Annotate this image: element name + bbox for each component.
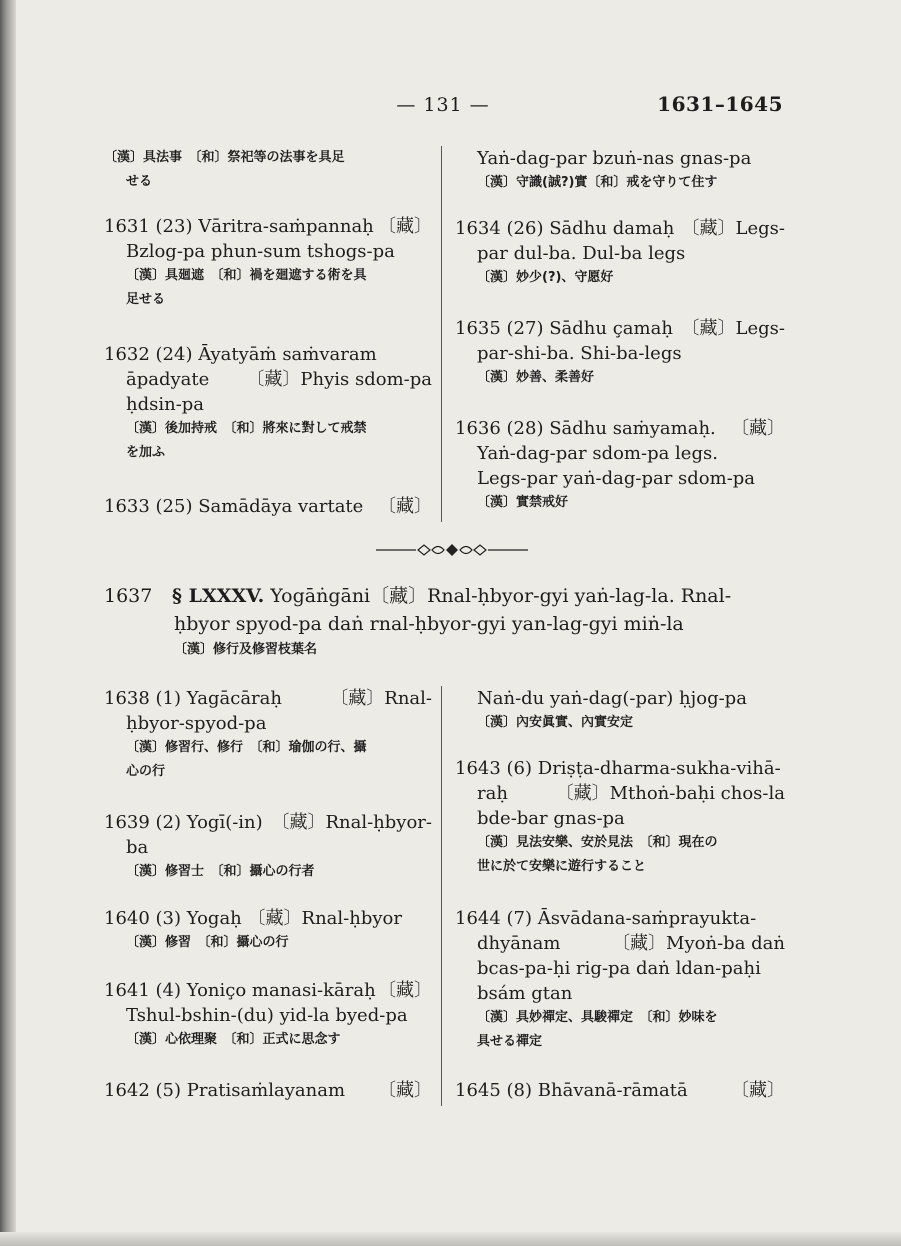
entry-line: Bzlog-pa phun-sum tshogs-pa — [126, 241, 395, 262]
bottom-left-column — [104, 686, 432, 1106]
entry-sanskrit: Yogaḥ — [186, 908, 242, 929]
gloss-line: 〔漢〕妙少(?)、守愿好 — [477, 270, 614, 285]
gloss-line: 〔漢〕修習 〔和〕攝心の行 — [126, 935, 289, 950]
tibetan-tag: 〔藏〕 — [731, 1080, 785, 1101]
entry-continuation — [104, 146, 432, 194]
entry-number: 1641 (4) — [104, 980, 182, 1001]
entry-line: Naṅ-du yaṅ-dag(-par) ḥjog-pa — [477, 688, 747, 709]
entry-number: 1634 (26) — [455, 218, 544, 239]
entry-1639 — [104, 810, 432, 884]
entry-sanskrit: Samādāya vartate — [198, 496, 364, 517]
top-left-column — [104, 146, 432, 526]
entry-continuation — [455, 686, 785, 735]
gloss-line: 〔漢〕修習士 〔和〕攝心の行者 — [126, 864, 315, 879]
tibetan-tag: 〔藏〕Legs- — [681, 218, 785, 239]
entry-1636 — [455, 416, 785, 515]
gloss-line: を加ふ — [126, 445, 166, 460]
gloss-line: 〔漢〕修行及修習枝葉名 — [174, 642, 318, 657]
gloss-line: 世に於て安樂に遊行すること — [477, 859, 647, 874]
entry-number: 1638 (1) — [104, 688, 182, 709]
entry-number: 1642 (5) — [104, 1080, 182, 1101]
entry-number: 1631 (23) — [104, 216, 193, 237]
column-divider — [441, 146, 442, 522]
entry-1641 — [104, 978, 432, 1052]
tibetan-tag: 〔藏〕Legs- — [681, 318, 785, 339]
entry-line: āpadyate — [126, 369, 210, 390]
tibetan-tag: 〔藏〕Rnal-ḥbyor — [247, 908, 402, 929]
tibetan-tag: 〔藏〕Rnal-ḥbyor- — [271, 812, 432, 833]
entry-number: 1640 (3) — [104, 908, 182, 929]
entry-sanskrit: Yogī(-in) — [186, 812, 263, 833]
bottom-right-column — [455, 686, 785, 1106]
entry-line: ḥdsin-pa — [126, 394, 205, 415]
entry-line: dhyānam — [477, 933, 561, 954]
entry-line: bcas-pa-ḥi rig-pa daṅ ldan-paḥi — [477, 958, 761, 979]
entry-1642 — [104, 1078, 432, 1103]
entry-number: 1635 (27) — [455, 318, 544, 339]
section-line: Yogāṅgāni〔藏〕Rnal-ḥbyor-gyi yaṅ-lag-la. Rnal- — [270, 585, 732, 607]
entry-sanskrit: Sādhu çamaḥ — [549, 318, 673, 339]
entry-line: ḥbyor-spyod-pa — [126, 713, 267, 734]
section-heading — [104, 582, 788, 662]
entry-number: 1636 (28) — [455, 418, 544, 439]
entry-line: Yaṅ-dag-par bzuṅ-nas gnas-pa — [477, 148, 752, 169]
gloss-line: 〔漢〕心依理聚 〔和〕正式に思念す — [126, 1032, 341, 1047]
entry-1640 — [104, 906, 432, 955]
section-title: § LXXXV. — [172, 585, 265, 607]
gloss-line: 〔漢〕具妙禪定、具駿禪定 〔和〕妙味を — [477, 1010, 718, 1025]
gloss-line: 〔漢〕見法安樂、安於見法 〔和〕現在の — [477, 835, 718, 850]
entry-line: par dul-ba. Dul-ba legs — [477, 243, 686, 264]
entry-line: ba — [126, 837, 149, 858]
entry-sanskrit: Yoniço manasi-kāraḥ — [186, 980, 376, 1001]
gloss-line: 〔漢〕內安眞實、內實安定 — [477, 715, 634, 730]
tibetan-tag: 〔藏〕Phyis sdom-pa — [246, 369, 432, 390]
entry-sanskrit: Bhāvanā-rāmatā — [537, 1080, 688, 1101]
gloss-line: 〔漢〕具廻遮 〔和〕禍を廻遮する術を具 — [126, 268, 367, 283]
entry-number: 1644 (7) — [455, 908, 533, 929]
gloss-line: せる — [126, 174, 153, 189]
tibetan-tag: 〔藏〕 — [378, 1080, 432, 1101]
entry-sanskrit: Driṣṭa-dharma-sukha-vihā- — [537, 758, 781, 779]
entry-sanskrit: Yagācāraḥ — [186, 688, 282, 709]
entry-1643 — [455, 756, 785, 879]
entry-number: 1632 (24) — [104, 344, 193, 365]
section-number: 1637 — [104, 585, 153, 607]
entry-sanskrit: Sādhu saṁyamaḥ. — [549, 418, 716, 439]
gloss-line: 〔漢〕守識(誠?)實〔和〕戒を守りて住す — [477, 175, 718, 190]
entry-line: bde-bar gnas-pa — [477, 808, 625, 829]
top-right-column — [455, 146, 785, 526]
entry-line: raḥ — [477, 783, 508, 804]
tibetan-tag: 〔藏〕 — [378, 980, 432, 1001]
entry-1634 — [455, 216, 785, 290]
entry-1635 — [455, 316, 785, 390]
gloss-line: 〔漢〕實禁戒好 — [477, 495, 569, 510]
gloss-line: 足せる — [126, 292, 166, 307]
tibetan-tag: 〔藏〕 — [378, 216, 432, 237]
entry-number: 1643 (6) — [455, 758, 533, 779]
entry-continuation — [455, 146, 785, 195]
tibetan-tag: 〔藏〕 — [378, 496, 432, 517]
tibetan-tag: 〔藏〕Rnal- — [330, 688, 432, 709]
gloss-line: 具せる禪定 — [477, 1034, 543, 1049]
gloss-line: 〔漢〕後加持戒 〔和〕將來に對して戒禁 — [126, 421, 367, 436]
page-number: — 131 — — [396, 94, 490, 116]
gloss-line: 〔漢〕具法事 〔和〕祭祀等の法事を具足 — [104, 150, 345, 165]
entry-sanskrit: Āsvādana-saṁprayukta- — [537, 908, 757, 929]
entry-sanskrit: Āyatyāṁ saṁvaram — [198, 344, 377, 365]
tibetan-tag: 〔藏〕 — [731, 418, 785, 439]
entry-line: Yaṅ-dag-par sdom-pa legs. — [477, 443, 718, 464]
entry-line: Tshul-bshin-(du) yid-la byed-pa — [126, 1005, 408, 1026]
ornament-divider — [376, 541, 528, 559]
entry-sanskrit: Pratisaṁlayanam — [186, 1080, 346, 1101]
entry-number: 1645 (8) — [455, 1080, 533, 1101]
entry-sanskrit: Sādhu damaḥ — [549, 218, 675, 239]
tibetan-tag: 〔藏〕Myoṅ-ba daṅ — [612, 933, 785, 954]
entry-line: Legs-par yaṅ-dag-par sdom-pa — [477, 468, 756, 489]
entry-line: par-shi-ba. Shi-ba-legs — [477, 343, 682, 364]
gloss-line: 心の行 — [126, 764, 166, 779]
tibetan-tag: 〔藏〕Mthoṅ-baḥi chos-la — [555, 783, 785, 804]
column-divider — [441, 686, 442, 1106]
section-line: ḥbyor spyod-pa daṅ rnal-ḥbyor-gyi yan-lag-gyi miṅ-la — [174, 613, 684, 635]
entry-1631 — [104, 214, 432, 312]
gloss-line: 〔漢〕妙善、柔善好 — [477, 370, 595, 385]
entry-sanskrit: Vāritra-saṁpannaḥ — [198, 216, 374, 237]
entry-1644 — [455, 906, 785, 1054]
entry-1645 — [455, 1078, 785, 1103]
gloss-line: 〔漢〕修習行、修行 〔和〕瑜伽の行、攝 — [126, 740, 367, 755]
entry-1632 — [104, 342, 432, 465]
entry-1633 — [104, 494, 432, 519]
entry-range: 1631–1645 — [657, 92, 783, 116]
entry-number: 1639 (2) — [104, 812, 182, 833]
entry-number: 1633 (25) — [104, 496, 193, 517]
entry-1638 — [104, 686, 432, 784]
entry-line: bsám gtan — [477, 983, 573, 1004]
